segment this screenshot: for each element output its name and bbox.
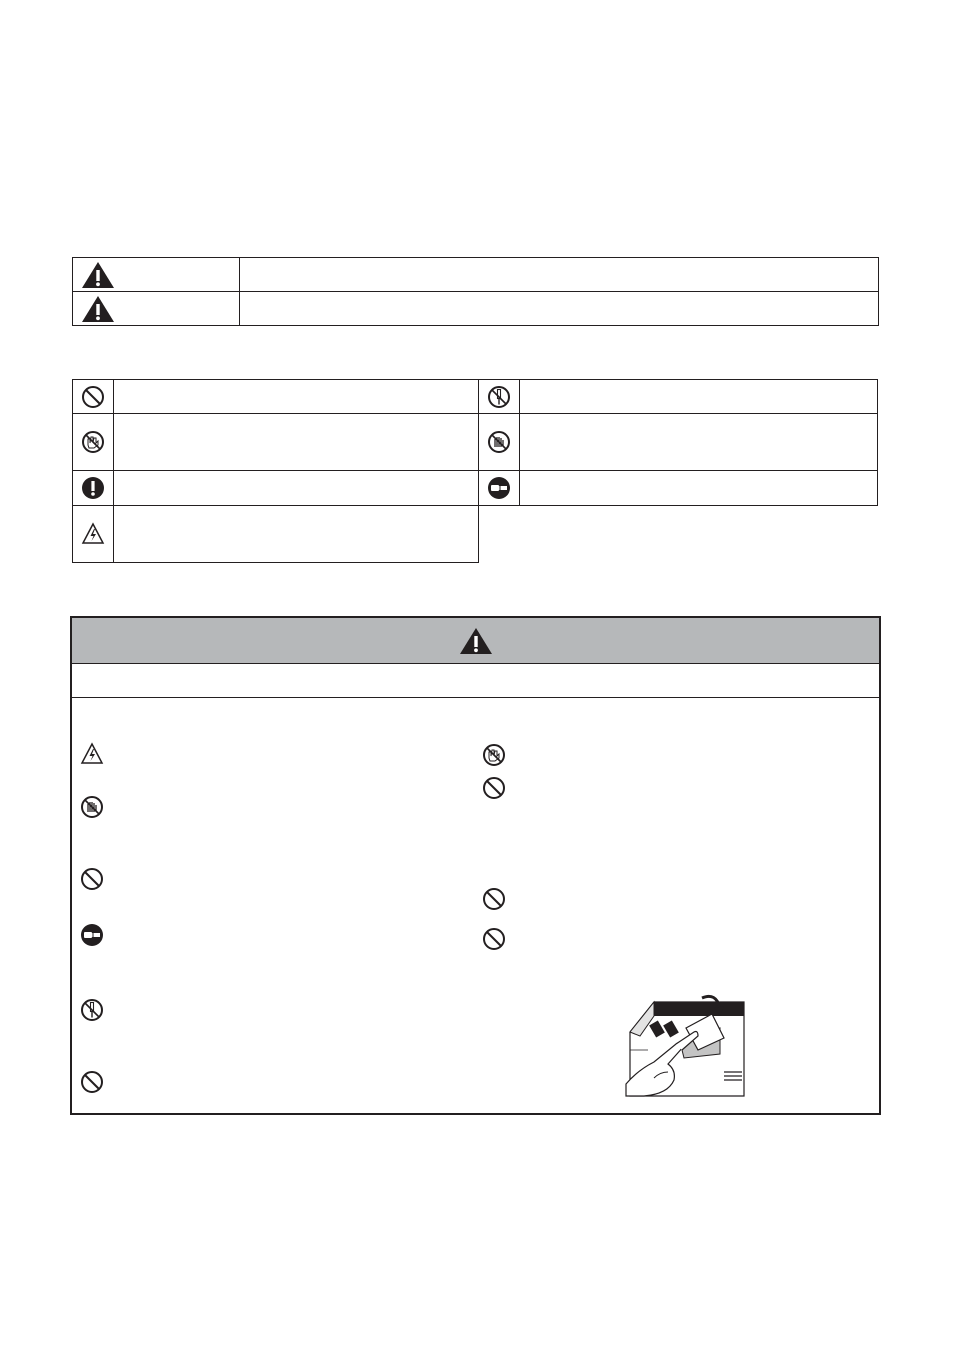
symbol-icon-cell	[479, 471, 520, 506]
symbol-row	[73, 380, 878, 414]
caution-triangle-icon	[81, 295, 115, 323]
prohibited-icon	[80, 1070, 104, 1094]
no-disassembly-icon	[80, 998, 104, 1022]
prohibited-icon	[482, 776, 506, 800]
level-row-warning	[73, 258, 879, 292]
symbol-icon-cell	[73, 414, 114, 471]
symbol-row	[73, 471, 878, 506]
no-wet-hands-icon	[81, 430, 105, 454]
symbol-icon-cell	[73, 506, 114, 563]
no-wet-hands-icon	[482, 743, 506, 767]
empty-cell	[520, 506, 878, 563]
printer-finger-pinch-illustration	[624, 992, 748, 1098]
warning-box	[70, 616, 881, 1115]
symbol-description	[520, 471, 878, 506]
symbol-row	[73, 506, 878, 563]
level-description	[240, 258, 879, 292]
symbol-description	[520, 414, 878, 471]
electric-shock-icon	[80, 742, 104, 766]
symbol-table	[72, 379, 878, 563]
warning-header	[72, 618, 879, 664]
unplug-icon	[487, 476, 511, 500]
electric-shock-icon	[81, 522, 105, 546]
warning-triangle-icon	[81, 261, 115, 289]
symbol-description	[114, 471, 479, 506]
no-disassembly-icon	[487, 385, 511, 409]
symbol-description	[520, 380, 878, 414]
level-icon-cell	[73, 292, 240, 326]
symbol-description	[114, 380, 479, 414]
warning-triangle-icon	[459, 627, 493, 655]
symbol-icon-cell	[73, 471, 114, 506]
symbol-row	[73, 414, 878, 471]
level-icon-cell	[73, 258, 240, 292]
mandatory-action-icon	[81, 476, 105, 500]
level-row-caution	[73, 292, 879, 326]
empty-cell	[479, 506, 520, 563]
symbol-description	[114, 414, 479, 471]
symbol-icon-cell	[479, 380, 520, 414]
symbol-icon-cell	[73, 380, 114, 414]
prohibited-icon	[482, 887, 506, 911]
hazard-level-table	[72, 257, 879, 326]
no-touch-icon	[80, 795, 104, 819]
warning-subheader	[72, 664, 879, 698]
level-description	[240, 292, 879, 326]
symbol-icon-cell	[479, 414, 520, 471]
prohibited-icon	[80, 867, 104, 891]
no-touch-icon	[487, 430, 511, 454]
prohibited-icon	[81, 385, 105, 409]
prohibited-icon	[482, 927, 506, 951]
unplug-icon	[80, 923, 104, 947]
symbol-description	[114, 506, 479, 563]
